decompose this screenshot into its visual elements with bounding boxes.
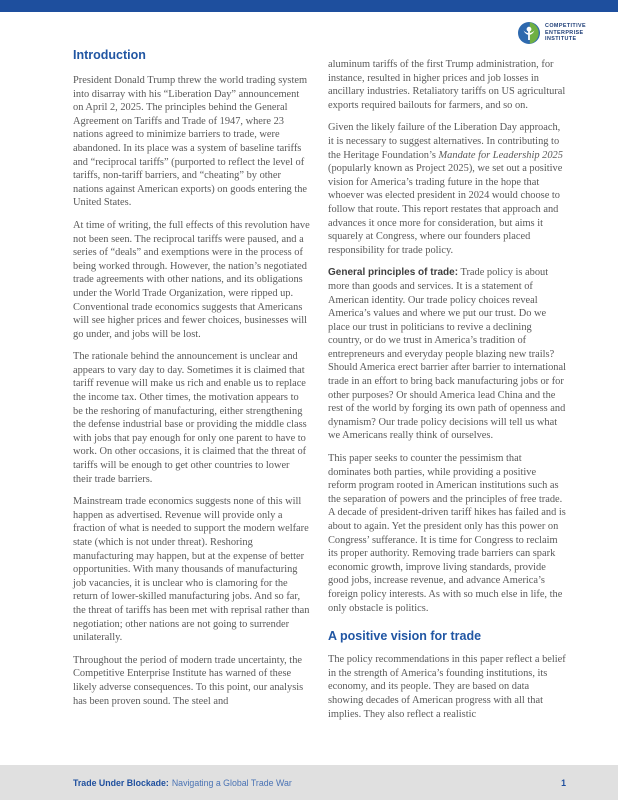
footer-report-title: Trade Under Blockade: <box>73 777 169 788</box>
italic-title-text: Mandate for Leadership 2025 <box>438 149 563 161</box>
paragraph: Throughout the period of modern trade uncertainty, the Competitive Enterprise Institute has warned of these likely adverse consequences. To this point, our analysis has been proven sound. The steel and <box>73 654 304 707</box>
paragraph: The rationale behind the announcement is unclear and appears to vary day to day. Sometimes it is claimed that tariff revenue will make us rich and enable us to replace the income tax. Other times, the motivation appears to be the reshoring of manufacturing, either strengthening the defense industrial base or providing the middle class with jobs that pay enough for only one parent to have to work. On other occasions, it is claimed that the threat of tariffs will be enough to get other countries to lower their trade barriers. <box>73 351 307 485</box>
paragraph: At time of writing, the full effects of this revolution have not been seen. The reciprocal tariffs were paused, and a series of “deals” and exemptions were in the process of being worked through. However, the nation’s negotiated trade agreements with other nations, and its obligations under the World Trade Organization, were ripped up. Conventional trade economics suggests that Americans will see higher prices and fewer choices, businesses will go under, and jobs will be lost. <box>73 219 310 340</box>
footer-report-subtitle: Navigating a Global Trade War <box>171 777 292 788</box>
paragraph: This paper seeks to counter the pessimism that dominates both parties, while providing a positive reform program rooted in American institutions such as the separation of powers and the principles of free trade. A decade of president-driven tariff hikes has failed and is about to again. Yet the president only has this power on Congress’ sufferance. It is time for Congress to reclaim its proper authority. Removing trade barriers can spark economic growth, improve living standards, provide good jobs, increase revenue, and advance America’s foreign policy interests. As with so much else in life, the only obstacle is politics. <box>328 453 566 614</box>
right-column <box>328 48 566 730</box>
paragraph-text: Trade policy is about more than goods and services. It is a statement of American identity. Our trade policy choices reveal America’s values and where we put our trust. Do we place our trust in politicians to revive a declining country, or do we trust in America’s tradition of entrepreneurs and everyday people blazing new trails? Should America erect barrier after barrier to international trade in an effort to bring back manufacturing jobs or for other purposes? Or should America lead China and the rest of the world by forging its own path of openness and dynamism? Our trade policy decisions will tell us what we Americans really think of ourselves. <box>328 267 567 442</box>
paragraph <box>328 121 566 257</box>
logo-line-1: COMPETITIVE <box>545 23 586 30</box>
paragraph: President Donald Trump threw the world trading system into disarray with his “Liberation Day” announcement on April 2, 2025. The principles behind the General Agreement on Tariffs and Trade of 1947, where 23 nations agreed to minimize barriers to trade, were abandoned. In its place was a system of baseline tariffs and “reciprocal tariffs” (purported to reflect the level of tariffs, non-tariff barriers, and “cheating” by other nations against American exports) on goods entering the United States. <box>73 75 308 209</box>
logo-line-3: INSTITUTE <box>545 36 577 43</box>
logo-line-2: ENTERPRISE <box>545 29 584 36</box>
two-column-body <box>73 48 566 730</box>
cei-globe-icon <box>517 21 541 45</box>
left-column <box>73 48 311 730</box>
paragraph <box>328 266 566 443</box>
introduction-heading: Introduction <box>73 48 146 62</box>
page-number: 1 <box>561 777 566 788</box>
top-accent-bar <box>0 0 618 12</box>
organization-logo <box>517 21 586 45</box>
paragraph-text: (popularly known as Project 2025), we set out a positive vision for America’s trading future in the hope that whoever was elected president in 2024 would choose to follow that route. This report restates that approach and advances it once more for consideration, but aims it squarely at Congress, where our founders placed responsibility for trade policy. <box>328 163 563 256</box>
page-footer <box>0 765 618 800</box>
positive-vision-heading: A positive vision for trade <box>328 629 482 644</box>
paragraph: Mainstream trade economics suggests none of this will happen as advertised. Revenue will provide only a fraction of what is needed to support the modern welfare state (which is not under threat). Reshoring manufacturing may happen, but at the expense of better opportunities. With many thousands of manufacturing job vacancies, it is unclear who is clamoring for the return of lower-skilled manufacturing jobs. And so far, the threat of tariffs has been met with reprisal rather than negotiation; other nations are not going to surrender unilaterally. <box>73 496 310 644</box>
paragraph-text: Given the likely failure of the Liberation Day approach, it is necessary to suggest alternatives. In contributing to the Heritage Foundation’s <box>328 122 561 161</box>
bold-lead-in: General principles of trade: <box>328 267 459 279</box>
paragraph: The policy recommendations in this paper reflect a belief in the strength of America’s founding institutions, its economy, and its people. They are based on data showing decades of American progress with all that implies. They also reflect a realistic <box>328 654 566 720</box>
paragraph: aluminum tariffs of the first Trump administration, for instance, resulted in higher prices and job losses in ancillary industries. Retaliatory tariffs on US agricultural exports required bailouts for farmers, and so on. <box>328 59 566 111</box>
logo-wordmark <box>545 23 586 42</box>
